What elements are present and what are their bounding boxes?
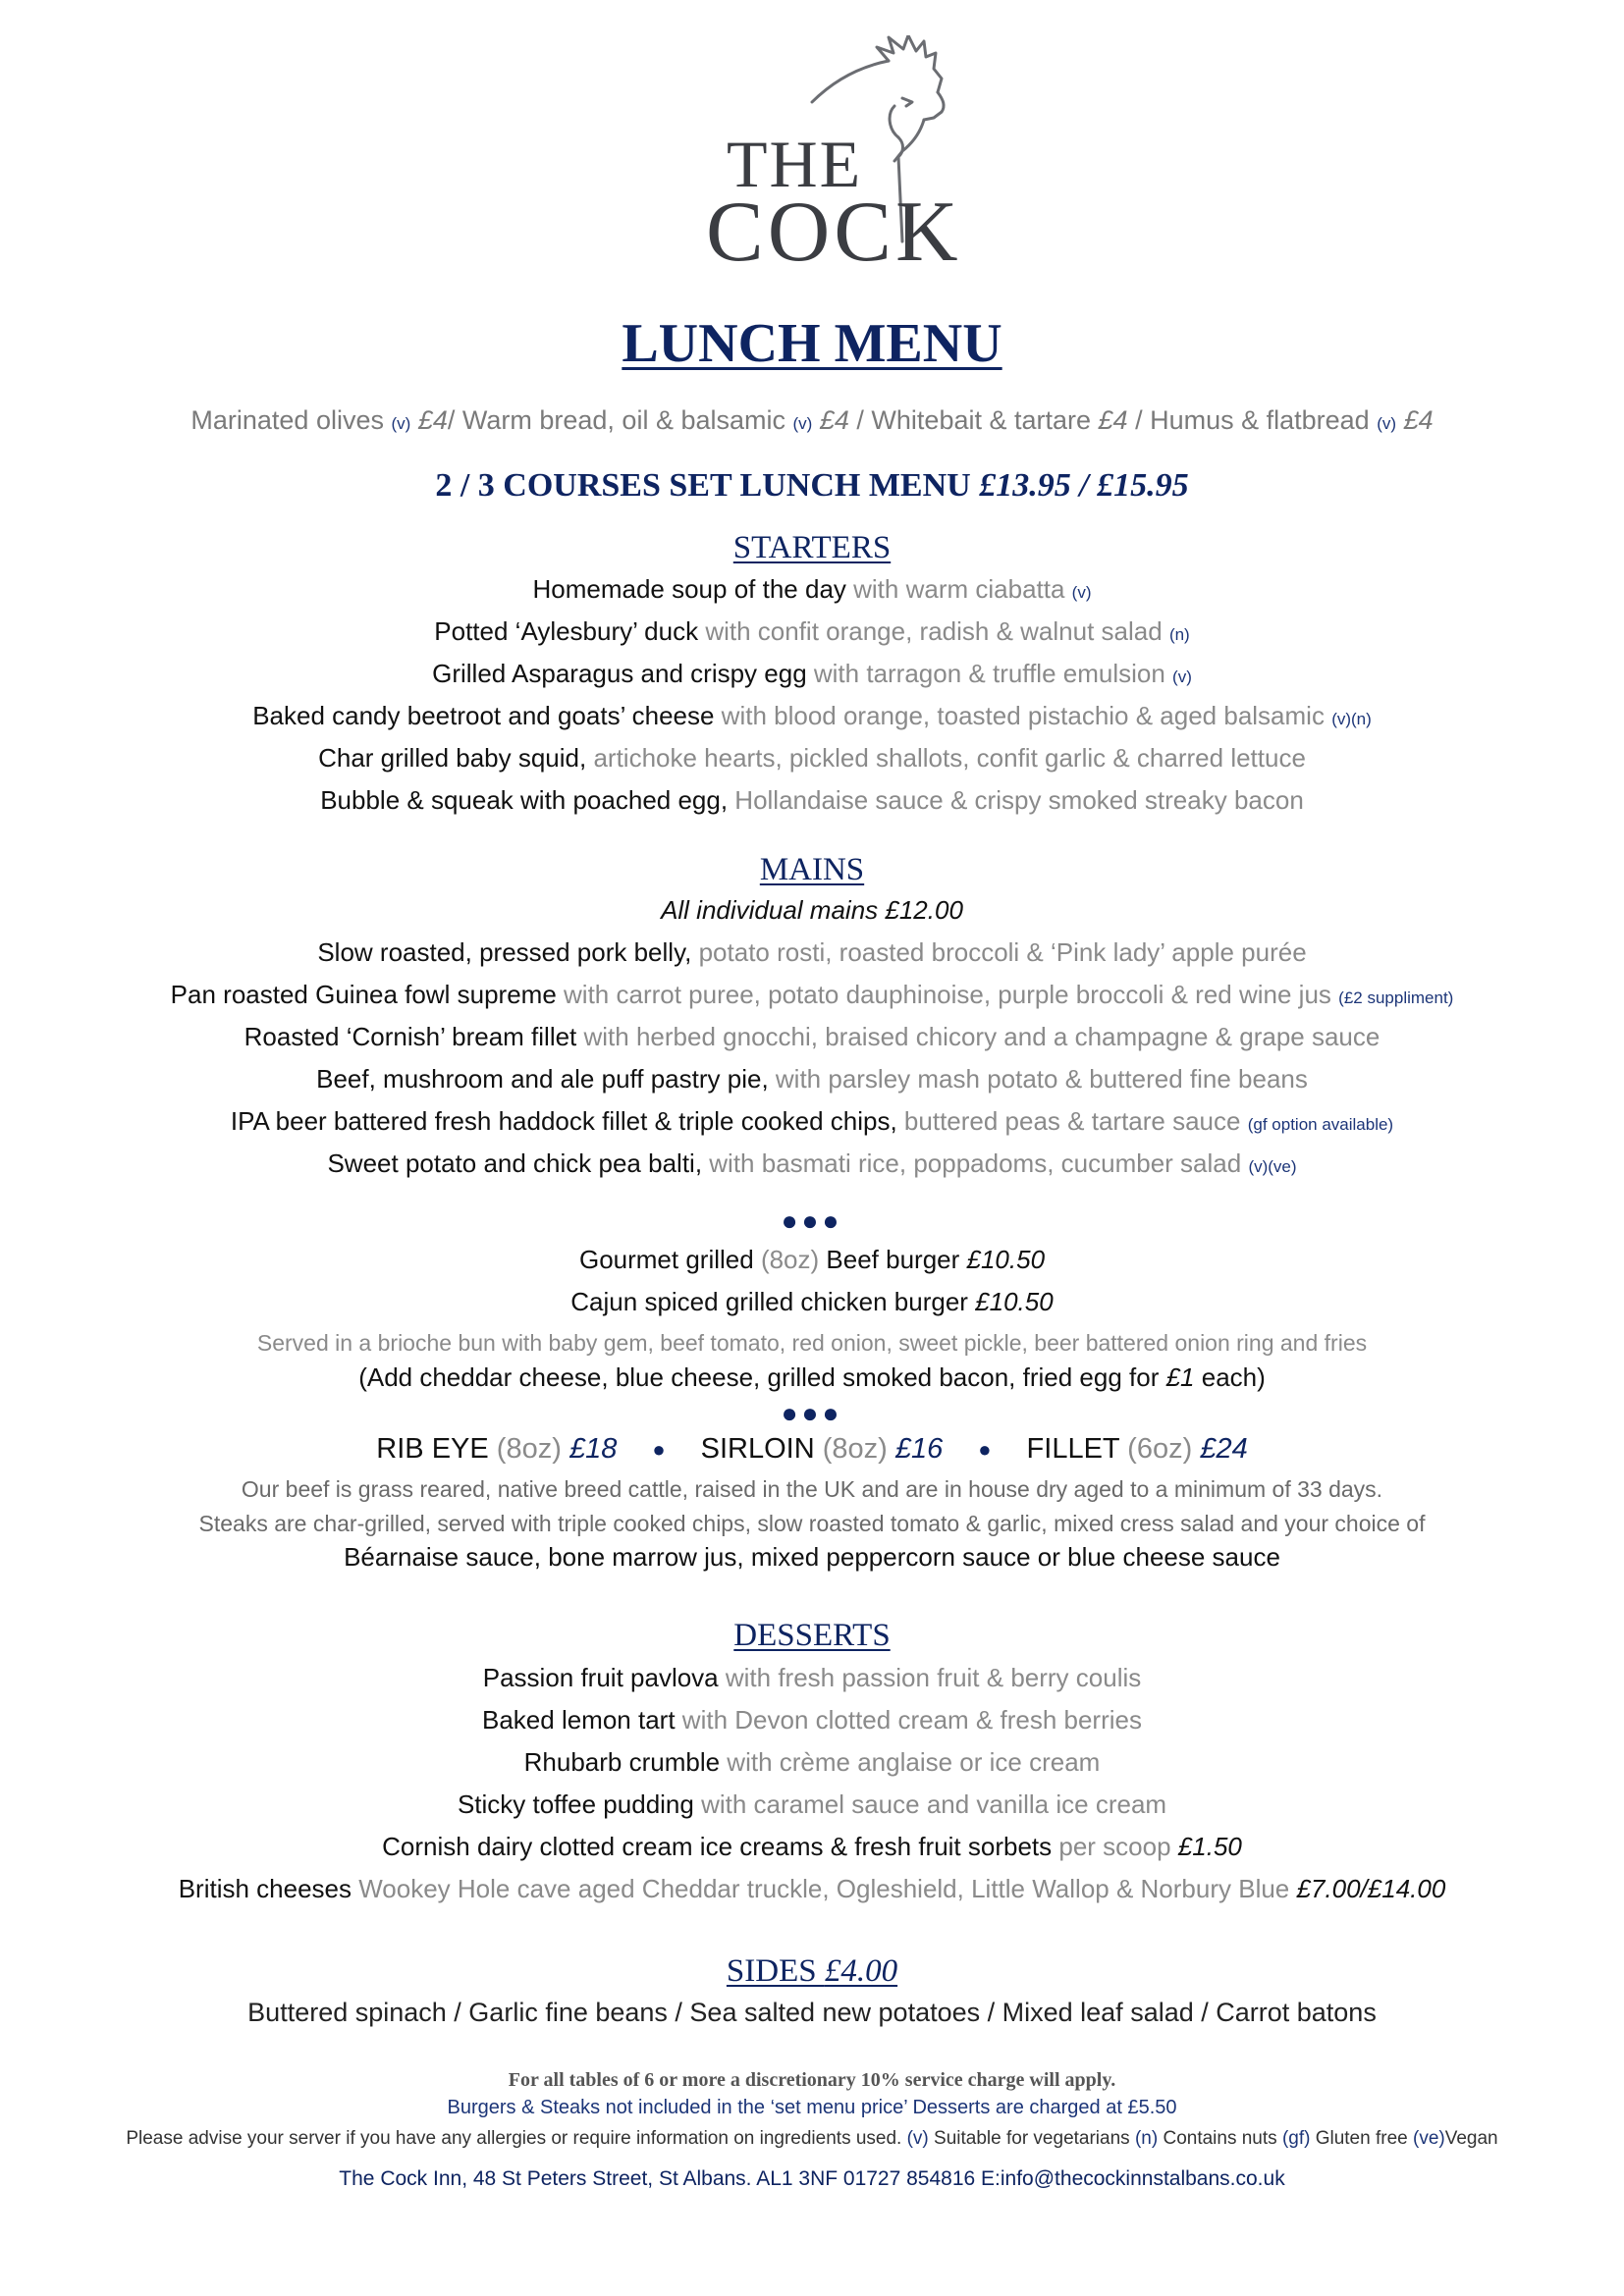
steak-description-2: Steaks are char-grilled, served with triple cooked chips, slow roasted tomato & garlic, mixed cress salad and your choice of bbox=[198, 1511, 1426, 1536]
burger-served-with: Served in a brioche bun with baby gem, beef tomato, red onion, sweet pickle, beer battered onion ring and fries bbox=[256, 1330, 1368, 1356]
starter-item: Potted ‘Aylesbury’ duck with confit orange, radish & walnut salad (n) bbox=[434, 616, 1190, 646]
logo-cock-text: COCK bbox=[706, 185, 962, 280]
starter-item: Homemade soup of the day with warm ciabatta (v) bbox=[532, 574, 1092, 604]
nibbles-line bbox=[0, 405, 1624, 436]
bullet-icon: ● bbox=[652, 1437, 666, 1463]
the-cock-logo bbox=[702, 35, 977, 280]
nibble-item: Marinated olives (v) £4/ bbox=[190, 405, 462, 435]
burger-item: Cajun spiced grilled chicken burger £10.50 bbox=[570, 1287, 1054, 1316]
steaks-line bbox=[0, 1433, 1624, 1466]
main-item: IPA beer battered fresh haddock fillet & triple cooked chips, buttered peas & tartare sauce (gf option available) bbox=[230, 1106, 1394, 1136]
main-item: Slow roasted, pressed pork belly, potato rosti, roasted broccoli & ‘Pink lady’ apple purée bbox=[317, 937, 1307, 967]
main-item: Roasted ‘Cornish’ bream fillet with herbed gnocchi, braised chicory and a champagne & grape sauce bbox=[244, 1022, 1380, 1051]
nibble-item: Humus & flatbread (v) £4 bbox=[1150, 405, 1434, 435]
divider-dots: ●●● bbox=[781, 1398, 843, 1428]
starter-item: Bubble & squeak with poached egg, Hollandaise sauce & crispy smoked streaky bacon bbox=[320, 785, 1304, 815]
starter-item: Baked candy beetroot and goats’ cheese with blood orange, toasted pistachio & aged balsamic (v)(n) bbox=[252, 701, 1372, 730]
desserts-heading: DESSERTS bbox=[733, 1618, 891, 1653]
contact-address: The Cock Inn, 48 St Peters Street, St Albans. AL1 3NF 01727 854816 E:info@thecockinnstalbans.co.uk bbox=[339, 2167, 1285, 2190]
page-title: LUNCH MENU bbox=[622, 313, 1002, 374]
main-item: Pan roasted Guinea fowl supreme with carrot puree, potato dauphinoise, purple broccoli & red wine jus (£2 suppliment) bbox=[170, 980, 1454, 1009]
starter-item: Char grilled baby squid, artichoke hearts, pickled shallots, confit garlic & charred lettuce bbox=[318, 743, 1306, 773]
steak-description-1: Our beef is grass reared, native breed cattle, raised in the UK and are in house dry aged to a minimum of 33 days. bbox=[241, 1476, 1383, 1502]
set-menu-heading: 2 / 3 COURSES SET LUNCH MENU £13.95 / £15.95 bbox=[435, 467, 1189, 504]
steak-item: RIB EYE (8oz) £18 bbox=[376, 1433, 618, 1465]
set-menu-note: Burgers & Steaks not included in the ‘set menu price’ Desserts are charged at £5.50 bbox=[447, 2097, 1177, 2118]
dessert-item: Passion fruit pavlova with fresh passion fruit & berry coulis bbox=[482, 1663, 1142, 1692]
burger-item: Gourmet grilled (8oz) Beef burger £10.50 bbox=[578, 1245, 1046, 1274]
allergy-note: Please advise your server if you have any allergies or require information on ingredients used. (v) Suitable for vegetarians (n) Contains nuts (gf) Gluten free (ve)Vegan bbox=[126, 2128, 1498, 2149]
sides-list: Buttered spinach / Garlic fine beans / Sea salted new potatoes / Mixed leaf salad / Carrot batons bbox=[247, 1998, 1377, 2027]
service-charge-note: For all tables of 6 or more a discretionary 10% service charge will apply. bbox=[508, 2069, 1116, 2091]
logo-the-text: THE bbox=[727, 127, 863, 201]
dessert-item: Cornish dairy clotted cream ice creams & fresh fruit sorbets per scoop £1.50 bbox=[382, 1832, 1242, 1861]
nibble-item: Whitebait & tartare £4 / bbox=[871, 405, 1151, 435]
nibble-item: Warm bread, oil & balsamic (v) £4 / bbox=[461, 405, 872, 435]
divider-dots: ●●● bbox=[781, 1205, 843, 1236]
steak-item: FILLET (6oz) £24 bbox=[1026, 1433, 1248, 1465]
dessert-item: Sticky toffee pudding with caramel sauce and vanilla ice cream bbox=[457, 1789, 1167, 1819]
dessert-item: Baked lemon tart with Devon clotted cream & fresh berries bbox=[482, 1705, 1142, 1735]
main-item: Beef, mushroom and ale puff pastry pie, with parsley mash potato & buttered fine beans bbox=[316, 1064, 1308, 1094]
steak-item: SIRLOIN (8oz) £16 bbox=[700, 1433, 944, 1465]
mains-heading: MAINS bbox=[759, 852, 865, 887]
main-item: Sweet potato and chick pea balti, with basmati rice, poppadoms, cucumber salad (v)(ve) bbox=[327, 1148, 1297, 1178]
steak-sauces: Béarnaise sauce, bone marrow jus, mixed peppercorn sauce or blue cheese sauce bbox=[344, 1542, 1280, 1572]
bullet-icon: ● bbox=[978, 1437, 992, 1463]
sides-price: £4.00 bbox=[824, 1953, 898, 1989]
dessert-item: British cheeses Wookey Hole cave aged Cheddar truckle, Ogleshield, Little Wallop & Norbury Blue £7.00/£14.00 bbox=[178, 1874, 1446, 1903]
set-menu-price: £13.95 / £15.95 bbox=[979, 467, 1189, 504]
starters-heading: STARTERS bbox=[732, 530, 892, 565]
dessert-item: Rhubarb crumble with crème anglaise or ice cream bbox=[523, 1747, 1101, 1777]
mains-price-note: All individual mains £12.00 bbox=[661, 895, 963, 925]
burger-addons: (Add cheddar cheese, blue cheese, grilled smoked bacon, fried egg for £1 each) bbox=[358, 1362, 1266, 1392]
starter-item: Grilled Asparagus and crispy egg with tarragon & truffle emulsion (v) bbox=[432, 659, 1192, 688]
sides-heading: SIDES £4.00 bbox=[726, 1953, 898, 1989]
